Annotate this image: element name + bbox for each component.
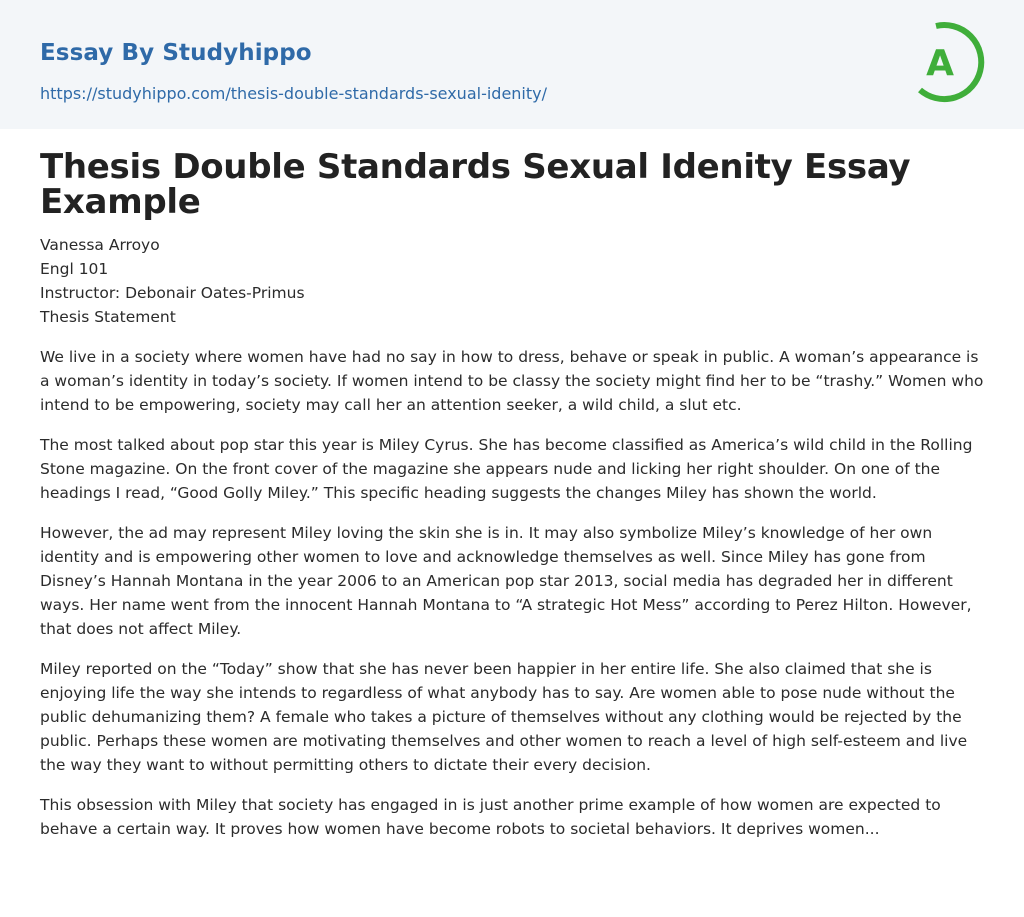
paragraph: The most talked about pop star this year is Miley Cyrus. She has become classified as America’s wild child in the Rolling Stone magazine. On the front cover of the magazine she appears nude and licking her right shoulder. On one of the headings I read, “Good Golly Miley.” This specific heading suggests the changes Miley has shown the world. xyxy=(40,436,973,502)
paragraph: This obsession with Miley that society has engaged in is just another prime example of how women are expected to behave a certain way. It proves how women have become robots to societal behaviors. It deprives women... xyxy=(40,796,941,838)
article-meta xyxy=(40,233,984,329)
article-title: Thesis Double Standards Sexual Idenity Essay Example xyxy=(40,147,911,222)
paragraph: However, the ad may represent Miley loving the skin she is in. It may also symbolize Miley’s knowledge of her own identity and is empowering other women to love and acknowledge themselves as well. Since Miley has gone from Disney’s Hannah Montana in the year 2006 to an American pop star 2013, social media has degraded her in different ways. Her name went from the innocent Hannah Montana to “A strategic Hot Mess” according to Perez Hilton. However, that does not affect Miley. xyxy=(40,524,972,638)
article xyxy=(40,147,984,841)
section-label: Thesis Statement xyxy=(40,308,176,326)
instructor-name: Instructor: Debonair Oates-Primus xyxy=(40,284,305,302)
author-name: Vanessa Arroyo xyxy=(40,236,160,254)
site-header xyxy=(0,0,1024,129)
logo-letter: A xyxy=(926,43,954,84)
course-name: Engl 101 xyxy=(40,260,109,278)
paragraph: Miley reported on the “Today” show that she has never been happier in her entire life. She also claimed that she is enjoying life the way she intends to regardless of what anybody has to say. Are women able to pose nude without the public dehumanizing them? A female who takes a picture of themselves without any clothing would be rejected by the public. Perhaps these women are motivating themselves and other women to reach a level of high self-esteem and live the way they want to without permitting others to dictate their every decision. xyxy=(40,660,968,774)
source-url-link[interactable]: https://studyhippo.com/thesis-double-standards-sexual-idenity/ xyxy=(40,84,548,103)
site-brand[interactable]: Essay By Studyhippo xyxy=(40,40,312,66)
paragraph: We live in a society where women have had no say in how to dress, behave or speak in public. A woman’s appearance is a woman’s identity in today’s society. If women intend to be classy the society might find her to be “trashy.” Women who intend to be empowering, society may call her an attention seeker, a wild child, a slut etc. xyxy=(40,348,984,414)
studyhippo-logo-icon[interactable] xyxy=(908,18,988,106)
